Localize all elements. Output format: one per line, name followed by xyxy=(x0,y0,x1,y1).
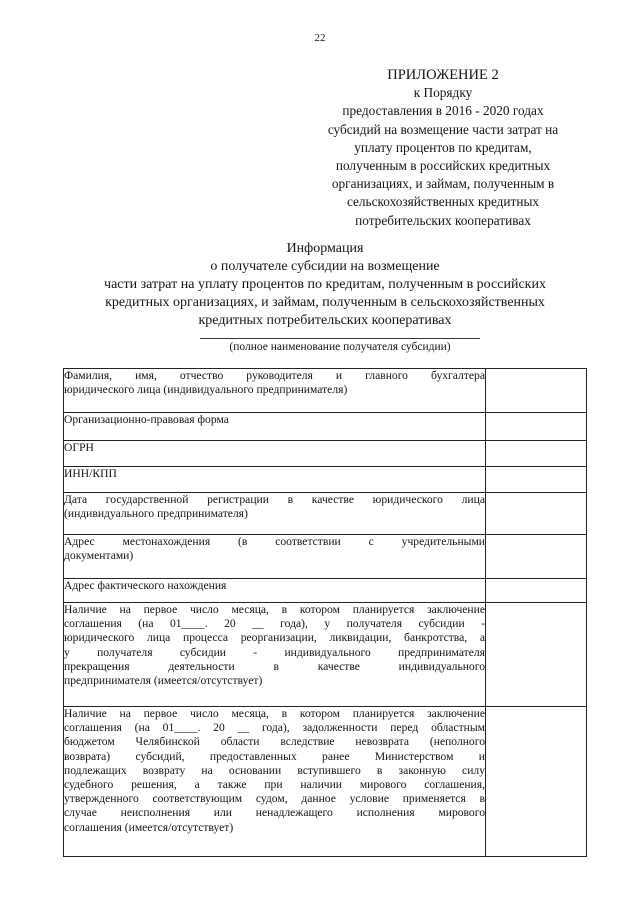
row-label xyxy=(64,467,486,493)
row-label-line: утвержденного соответствующим судом, данное условие применяется в xyxy=(64,792,485,806)
row-label-line: у получателя субсидии - индивидуального предпринимателя xyxy=(64,645,485,659)
row-value-cell[interactable] xyxy=(486,467,587,493)
row-label xyxy=(64,579,486,603)
row-value-cell[interactable] xyxy=(486,579,587,603)
appendix-line: сельскохозяйственных кредитных xyxy=(346,194,540,210)
row-label-line: судебного решения, а также при наличии мирового соглашения, xyxy=(64,778,485,792)
row-label-line: соглашения (на 01____. 20 __ года), у получателя субсидии - xyxy=(64,617,485,631)
row-label xyxy=(64,707,486,857)
row-label xyxy=(64,413,486,441)
row-value-cell[interactable] xyxy=(486,441,587,467)
row-value-cell[interactable] xyxy=(486,535,587,579)
info-table xyxy=(63,368,587,857)
table-row xyxy=(64,579,587,603)
row-label-line: юридического лица (индивидуального предпринимателя) xyxy=(64,383,348,397)
table-row xyxy=(64,413,587,441)
row-label-line: Адрес фактического нахождения xyxy=(64,579,227,592)
appendix-line: к Порядку xyxy=(413,85,473,101)
table-row xyxy=(64,369,587,413)
appendix-line: организациях, и займам, полученным в xyxy=(331,176,555,192)
row-label-line: документами) xyxy=(64,549,134,563)
heading-line: кредитных потребительских кооперативах xyxy=(198,313,452,328)
appendix-line: потребительских кооперативах xyxy=(355,212,531,228)
row-value-cell[interactable] xyxy=(486,707,587,857)
table-row xyxy=(64,467,587,493)
row-value-cell[interactable] xyxy=(486,493,587,535)
row-label-line: Организационно-правовая форма xyxy=(64,413,229,426)
row-label-line: (индивидуального предпринимателя) xyxy=(64,507,248,521)
row-label-line: Наличие на первое число месяца, в котором планируется заключение xyxy=(64,707,485,720)
appendix-block xyxy=(300,66,586,230)
appendix-title: ПРИЛОЖЕНИЕ 2 xyxy=(387,67,499,83)
row-label-line: юридического лица процесса реорганизации, ликвидации, банкротства, а xyxy=(64,631,485,645)
appendix-line: уплату процентов по кредитам, xyxy=(354,139,532,155)
recipient-name-line xyxy=(200,338,480,339)
row-label-line: соглашения (на 01____. 20 __ года), задолженности перед областным xyxy=(64,721,485,735)
appendix-line: субсидий на возмещение части затрат на xyxy=(327,121,559,137)
table-row xyxy=(64,441,587,467)
heading-line: части затрат на уплату процентов по кредитам, полученным в российских xyxy=(104,277,546,292)
appendix-line: предоставления в 2016 - 2020 годах xyxy=(342,103,544,119)
row-label xyxy=(64,535,486,579)
row-label-line: ОГРН xyxy=(64,441,94,454)
table-row xyxy=(64,603,587,707)
page-number: 22 xyxy=(314,32,326,44)
table-row xyxy=(64,535,587,579)
row-label xyxy=(64,603,486,707)
row-label-line: Наличие на первое число месяца, в котором планируется заключение xyxy=(64,603,485,616)
row-label-line: прекращения деятельности в качестве индивидуального xyxy=(64,659,485,673)
heading-title: Информация xyxy=(286,241,364,256)
row-label-line: ИНН/КПП xyxy=(64,467,117,480)
row-label xyxy=(64,369,486,413)
row-value-cell[interactable] xyxy=(486,369,587,413)
row-label-line: возврата) субсидий, предоставленных ранее Министерством и xyxy=(64,749,485,763)
heading-line: кредитных организациях, и займам, полученным в сельскохозяйственных xyxy=(105,295,545,310)
recipient-caption: (полное наименование получателя субсидии) xyxy=(229,341,451,353)
heading-line: о получателе субсидии на возмещение xyxy=(210,259,440,274)
table-row xyxy=(64,707,587,857)
row-label-line: предпринимателя (имеется/отсутствует) xyxy=(64,674,263,688)
row-value-cell[interactable] xyxy=(486,603,587,707)
row-label xyxy=(64,441,486,467)
row-label-line: Адрес местонахождения (в соответствии с учредительными xyxy=(64,535,485,548)
row-label-line: подлежащих возврату на основании вступившего в законную силу xyxy=(64,763,485,777)
row-label-line: случае неисполнения или ненадлежащего исполнения мирового xyxy=(64,806,485,820)
row-label-line: бюджетом Челябинской области вследствие невозврата (неполного xyxy=(64,735,485,749)
table-row xyxy=(64,493,587,535)
document-heading xyxy=(60,240,590,330)
recipient-name-field[interactable] xyxy=(200,338,480,353)
appendix-line: полученным в российских кредитных xyxy=(335,158,551,174)
row-label-line: Дата государственной регистрации в качестве юридического лица xyxy=(64,493,485,506)
row-label-line: Фамилия, имя, отчество руководителя и главного бухгалтера xyxy=(64,369,485,382)
row-value-cell[interactable] xyxy=(486,413,587,441)
row-label xyxy=(64,493,486,535)
row-label-line: соглашения (имеется/отсутствует) xyxy=(64,820,234,834)
